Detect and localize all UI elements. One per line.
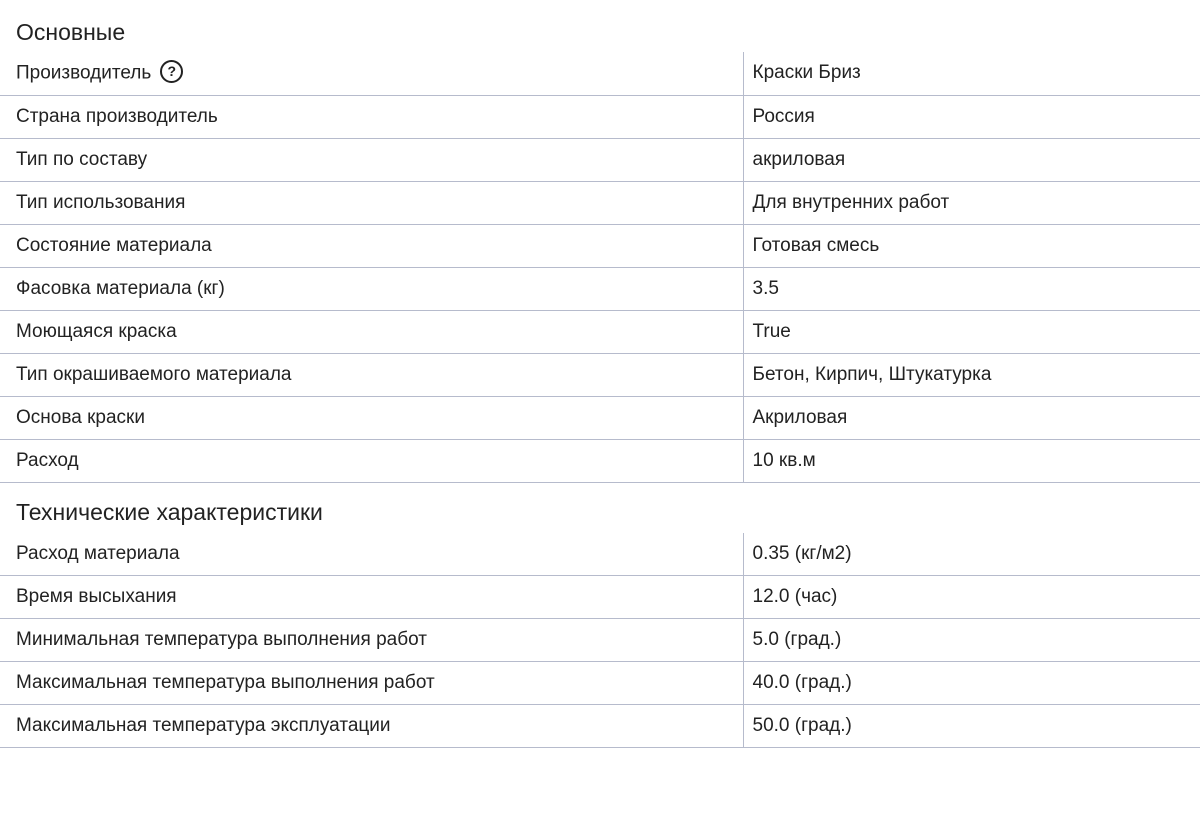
table-row <box>0 52 1200 95</box>
table-row <box>0 439 1200 482</box>
table-row <box>0 662 1200 705</box>
spec-label-cell <box>0 52 743 95</box>
table-row <box>0 267 1200 310</box>
spec-label: Максимальная температура выполнения работ <box>0 662 743 705</box>
spec-value: 10 кв.м <box>743 439 1200 482</box>
spec-value: 40.0 (град.) <box>743 662 1200 705</box>
table-row <box>0 396 1200 439</box>
spec-label: Состояние материала <box>0 224 743 267</box>
spec-value: Краски Бриз <box>743 52 1200 95</box>
spec-label: Основа краски <box>0 396 743 439</box>
spec-value: Для внутренних работ <box>743 181 1200 224</box>
spec-label: Время высыхания <box>0 576 743 619</box>
spec-label: Фасовка материала (кг) <box>0 267 743 310</box>
table-row <box>0 224 1200 267</box>
spec-label: Расход <box>0 439 743 482</box>
table-row <box>0 138 1200 181</box>
spec-value: 5.0 (град.) <box>743 619 1200 662</box>
table-row <box>0 181 1200 224</box>
spec-value: True <box>743 310 1200 353</box>
table-row <box>0 533 1200 576</box>
table-row <box>0 705 1200 748</box>
table-row <box>0 576 1200 619</box>
spec-table-technical <box>0 533 1200 749</box>
spec-value: акриловая <box>743 138 1200 181</box>
specifications-panel <box>0 12 1200 748</box>
spec-value: 3.5 <box>743 267 1200 310</box>
spec-label: Производитель <box>16 62 152 84</box>
spec-value: 0.35 (кг/м2) <box>743 533 1200 576</box>
spec-value: 50.0 (град.) <box>743 705 1200 748</box>
spec-label: Тип использования <box>0 181 743 224</box>
table-row <box>0 619 1200 662</box>
spec-value: Готовая смесь <box>743 224 1200 267</box>
table-row <box>0 95 1200 138</box>
spec-label: Расход материала <box>0 533 743 576</box>
spec-label: Максимальная температура эксплуатации <box>0 705 743 748</box>
spec-label: Минимальная температура выполнения работ <box>0 619 743 662</box>
spec-label: Тип окрашиваемого материала <box>0 353 743 396</box>
section-title-technical: Технические характеристики <box>16 498 323 525</box>
table-row <box>0 353 1200 396</box>
spec-value: Россия <box>743 95 1200 138</box>
question-circle-icon[interactable]: ? <box>160 60 183 83</box>
spec-value: Бетон, Кирпич, Штукатурка <box>743 353 1200 396</box>
spec-value: Акриловая <box>743 396 1200 439</box>
section-title-main: Основные <box>16 19 126 45</box>
spec-label: Тип по составу <box>0 138 743 181</box>
spec-table-main <box>0 52 1200 483</box>
spec-label: Страна производитель <box>0 95 743 138</box>
spec-label: Моющаяся краска <box>0 310 743 353</box>
table-row <box>0 310 1200 353</box>
spec-value: 12.0 (час) <box>743 576 1200 619</box>
